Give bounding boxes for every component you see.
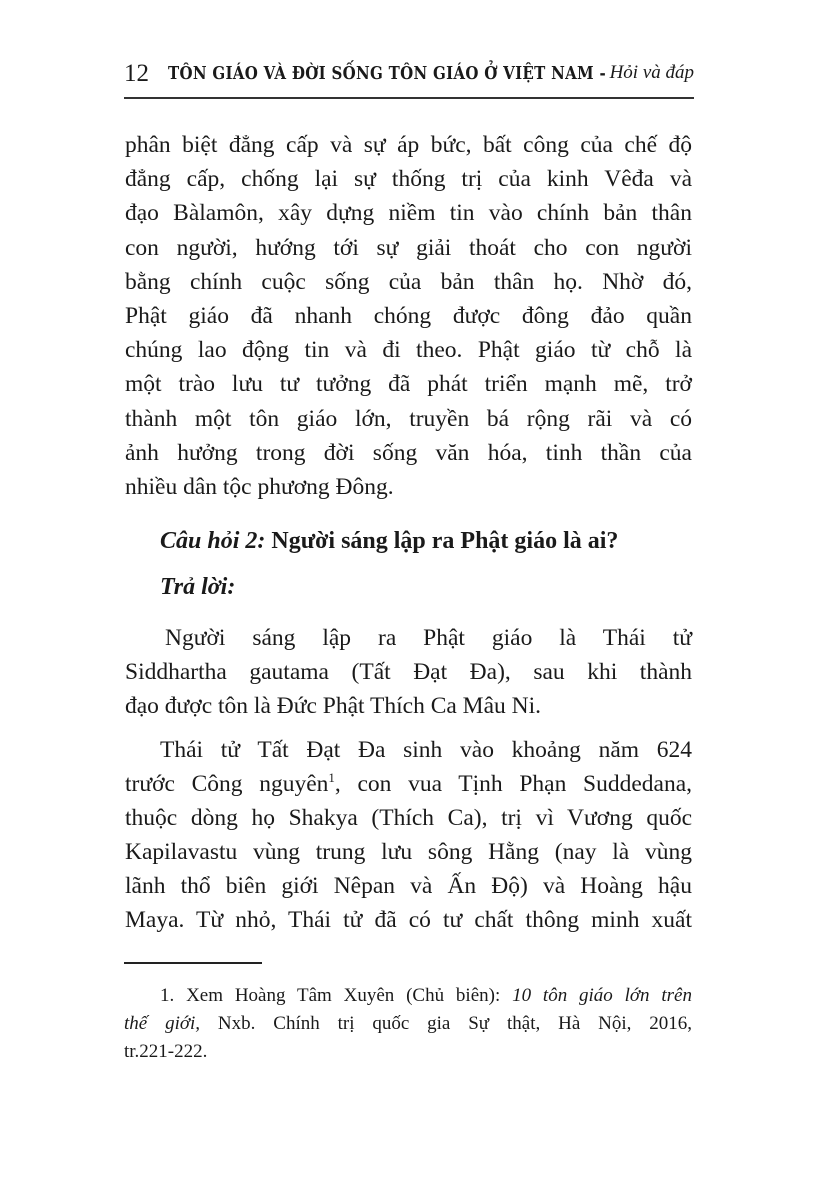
text-line: đạo được tôn là Đức Phật Thích Ca Mâu Ni. — [125, 693, 542, 719]
text-line: Kapilavastu vùng trung lưu sông Hằng (nay là vùng — [125, 839, 692, 865]
answer-label — [160, 574, 235, 601]
text-span: 1. Xem Hoàng Tâm Xuyên (Chủ biên): — [160, 985, 513, 1006]
text-line: Phật giáo đã nhanh chóng được đông đảo quần — [125, 303, 692, 329]
text-span: Nxb. Chính trị quốc gia Sự thật, Hà Nội, 2016, — [200, 1013, 692, 1034]
page-number: 12 — [124, 60, 149, 87]
header-rule — [124, 97, 694, 99]
text-line: đẳng cấp, chống lại sự thống trị của kinh Vêđa và — [125, 166, 692, 193]
answer-label-text: Trả lời: — [160, 574, 236, 600]
question-text: Người sáng lập ra Phật giáo là ai? — [265, 528, 619, 554]
footnote-rule — [124, 962, 262, 964]
running-title: TÔN GIÁO VÀ ĐỜI SỐNG TÔN GIÁO Ở VIỆT NAM - — [168, 62, 606, 84]
book-title: 10 tôn giáo lớn trên — [512, 985, 692, 1006]
text-line: một trào lưu tư tưởng đã phát triển mạnh mẽ, trở — [125, 371, 692, 398]
book-title: thế giới, — [124, 1013, 201, 1034]
text-line: ảnh hưởng trong đời sống văn hóa, tinh thần của — [125, 439, 692, 466]
text-line: thành một tôn giáo lớn, truyền bá rộng rãi và có — [125, 405, 692, 432]
footnote-ref[interactable]: 1 — [328, 770, 335, 786]
question-heading — [160, 528, 618, 555]
text-line: đạo Bàlamôn, xây dựng niềm tin vào chính bản thân — [125, 200, 692, 227]
text-line: bằng chính cuộc sống của bản thân họ. Nhờ đó, — [125, 268, 692, 295]
footnote-line — [160, 983, 692, 1009]
text-line: Thái tử Tất Đạt Đa sinh vào khoảng năm 624 — [160, 737, 692, 763]
text-line: Maya. Từ nhỏ, Thái tử đã có tư chất thông minh xuất — [125, 907, 692, 933]
question-label: Câu hỏi 2: — [160, 528, 266, 554]
footnote-line — [124, 1011, 692, 1037]
text-line: Người sáng lập ra Phật giáo là Thái tử — [165, 625, 692, 651]
text-span: trước Công nguyên — [125, 771, 329, 797]
text-line — [125, 769, 692, 799]
text-line: nhiều dân tộc phương Đông. — [125, 474, 394, 500]
running-header — [124, 60, 694, 92]
text-line: chúng lao động tin và đi theo. Phật giáo từ chỗ là — [125, 337, 692, 364]
text-line: con người, hướng tới sự giải thoát cho con người — [125, 234, 692, 261]
text-line: lãnh thổ biên giới Nêpan và Ấn Độ) và Hoàng hậu — [125, 873, 692, 899]
text-line: Siddhartha gautama (Tất Đạt Đa), sau khi thành — [125, 659, 692, 685]
text-line: thuộc dòng họ Shakya (Thích Ca), trị vì Vương quốc — [125, 805, 692, 831]
running-subtitle: Hỏi và đáp — [609, 62, 694, 83]
text-span: , con vua Tịnh Phạn Suddedana, — [334, 771, 692, 797]
footnote-line: tr.221-222. — [124, 1041, 208, 1062]
text-line: phân biệt đẳng cấp và sự áp bức, bất công của chế độ — [125, 132, 692, 158]
